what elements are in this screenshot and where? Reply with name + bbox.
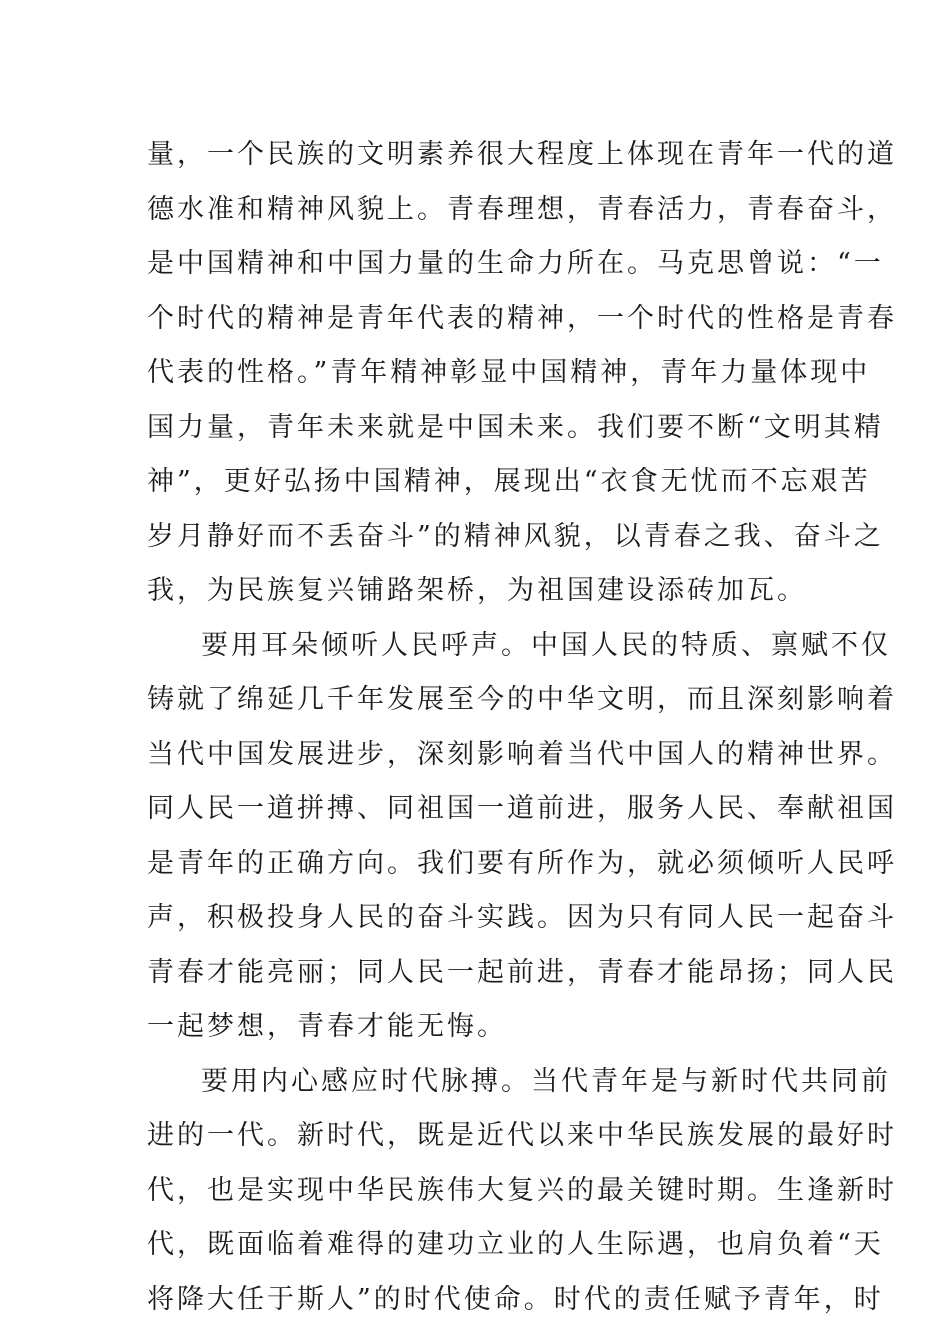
paragraph-pulse-of-era: [147, 1055, 897, 1328]
text-line: 我，为民族复兴铺路架桥，为祖国建设添砖加瓦。: [147, 575, 807, 606]
text-line: 青春才能亮丽；同人民一起前进，青春才能昂扬；同人民: [147, 956, 897, 988]
text-line: 岁月静好而不丢奋斗”的精神风貌，以青春之我、奋斗之: [147, 520, 884, 552]
text-line: 是青年的正确方向。我们要有所作为，就必须倾听人民呼: [147, 847, 897, 879]
text-line: 代，既面临着难得的建功立业的人生际遇，也肩负着“天: [147, 1229, 884, 1260]
text-line: 当代中国发展进步，深刻影响着当代中国人的精神世界。: [147, 738, 897, 770]
text-line: 国力量，青年未来就是中国未来。我们要不断“文明其精: [147, 411, 884, 443]
paragraph-listen-to-people: [147, 619, 897, 1055]
text-line: 铸就了绵延几千年发展至今的中华文明，而且深刻影响着: [147, 684, 897, 715]
text-line: 一起梦想，青春才能无悔。: [147, 1011, 507, 1042]
text-line: 同人民一道拼搏、同祖国一道前进，服务人民、奉献祖国: [147, 793, 897, 824]
text-line: 是中国精神和中国力量的生命力所在。马克思曾说：“一: [147, 248, 884, 279]
text-line: 将降大任于斯人”的时代使命。时代的责任赋予青年，时: [147, 1283, 884, 1315]
text-line: 要用内心感应时代脉搏。当代青年是与新时代共同前: [201, 1065, 891, 1097]
text-line: 代，也是实现中华民族伟大复兴的最关键时期。生逢新时: [147, 1174, 897, 1206]
text-line: 神”，更好弘扬中国精神，展现出“衣食无忧而不忘艰苦: [147, 466, 871, 497]
text-line: 代表的性格。”青年精神彰显中国精神，青年力量体现中: [147, 357, 871, 388]
text-line: 声，积极投身人民的奋斗实践。因为只有同人民一起奋斗: [147, 902, 897, 933]
text-line: 进的一代。新时代，既是近代以来中华民族发展的最好时: [147, 1120, 897, 1151]
text-line: 量，一个民族的文明素养很大程度上体现在青年一代的道: [147, 139, 897, 170]
document-body: [147, 128, 897, 1327]
text-line: 要用耳朵倾听人民呼声。中国人民的特质、禀赋不仅: [201, 629, 891, 661]
text-line: 个时代的精神是青年代表的精神，一个时代的性格是青春: [147, 302, 897, 334]
text-line: 德水准和精神风貌上。青春理想，青春活力，青春奋斗，: [147, 193, 897, 225]
paragraph-civilization: [147, 128, 897, 619]
